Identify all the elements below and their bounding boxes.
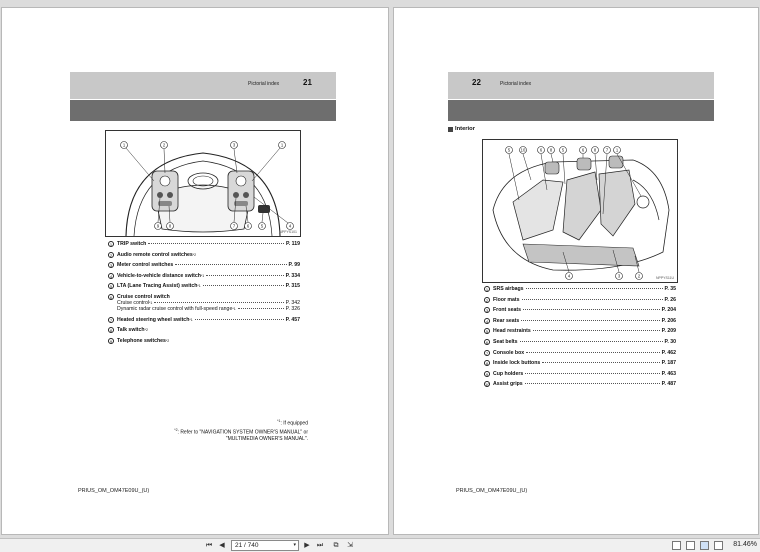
leader-dots	[533, 330, 660, 331]
leader-dots	[521, 320, 659, 321]
manual-page-left	[2, 8, 388, 534]
svg-text:9: 9	[156, 223, 160, 229]
list-item	[484, 328, 676, 334]
item-number: 4	[485, 318, 489, 324]
item-page-ref: P. 204	[661, 307, 676, 314]
svg-text:6: 6	[246, 223, 250, 229]
footnote-text: : Refer to "NAVIGATION SYSTEM OWNER'S MANUAL" or	[177, 429, 308, 436]
footnote-ref: *1	[200, 273, 205, 278]
section-title	[448, 126, 475, 132]
figure-code: NPPYS11U	[655, 276, 674, 280]
svg-text:5: 5	[507, 147, 511, 153]
item-label: TRIP switch	[117, 241, 147, 247]
section-band	[70, 100, 336, 121]
next-page-icon[interactable]: ▶	[304, 542, 310, 549]
item-page-ref: P. 119	[285, 241, 300, 247]
list-item	[484, 381, 676, 387]
svg-text:10: 10	[520, 147, 526, 153]
footnote-2	[120, 427, 308, 436]
item-label: Inside lock buttons	[493, 360, 541, 367]
list-item	[108, 273, 300, 279]
svg-text:3: 3	[617, 273, 621, 279]
leader-dots	[175, 264, 286, 265]
item-page-ref: P. 35	[664, 286, 676, 292]
svg-text:2: 2	[162, 142, 166, 148]
svg-text:7: 7	[605, 147, 609, 153]
item-label: Cup holders	[493, 370, 524, 377]
item-page-ref: P. 30	[664, 338, 676, 345]
item-page-ref: P. 463	[661, 370, 676, 377]
item-label: Talk switch	[117, 327, 145, 334]
single-page-view-icon[interactable]	[672, 541, 681, 550]
list-item	[108, 317, 300, 323]
svg-text:5: 5	[260, 223, 264, 229]
footnote-text: : If equipped	[280, 420, 308, 427]
section-band	[448, 100, 714, 121]
section-square-icon	[448, 127, 453, 132]
leader-dots	[206, 275, 283, 276]
svg-text:5: 5	[561, 147, 565, 153]
list-item	[484, 297, 676, 303]
item-number: 8	[109, 328, 113, 334]
leader-dots	[526, 352, 660, 353]
item-number: 3	[485, 308, 489, 314]
leader-dots	[520, 341, 663, 342]
page-number: 22	[472, 78, 481, 87]
leader-dots	[542, 362, 659, 363]
footnote-ref: *1	[197, 284, 201, 289]
item-number: 5	[109, 284, 113, 290]
item-number: 7	[485, 350, 489, 356]
steering-wheel-figure	[105, 130, 301, 237]
item-number: 9	[109, 338, 113, 344]
item-label: Heated steering wheel switch	[117, 316, 190, 323]
item-label: Console box	[493, 349, 525, 356]
leader-dots	[525, 383, 660, 384]
item-label: Cruise control switch	[117, 293, 170, 300]
item-label: Audio remote control switches	[117, 251, 193, 258]
list-item	[108, 262, 300, 268]
item-number: 1	[485, 287, 489, 292]
page-number-input[interactable]	[231, 540, 299, 551]
item-number: 6	[485, 339, 489, 345]
svg-text:8: 8	[593, 147, 597, 153]
item-number: 10	[485, 382, 490, 388]
item-number: 9	[485, 371, 489, 377]
svg-text:7: 7	[232, 223, 236, 229]
item-label: Meter control switches	[117, 262, 174, 269]
zoom-level[interactable]: 81.46%	[733, 541, 757, 548]
item-list	[484, 286, 676, 392]
footnote-mark: *2	[174, 428, 178, 433]
item-label: Assist grips	[493, 381, 523, 388]
section-title-text: Interior	[455, 126, 475, 132]
svg-text:1: 1	[280, 142, 284, 148]
svg-text:2: 2	[637, 273, 641, 279]
footnote-ref: *2	[192, 252, 197, 257]
interior-figure	[482, 139, 678, 283]
sub-item-label: Dynamic radar cruise control with full-speed range	[117, 305, 233, 312]
svg-text:1: 1	[615, 147, 619, 153]
two-page-continuous-view-icon[interactable]	[714, 541, 723, 550]
continuous-view-icon[interactable]	[686, 541, 695, 550]
item-label: Front seats	[493, 307, 521, 314]
list-item	[108, 294, 300, 312]
item-label: SRS airbags	[493, 286, 524, 292]
svg-text:8: 8	[549, 147, 553, 153]
last-page-icon[interactable]: ⏭	[316, 542, 324, 549]
item-list	[108, 241, 300, 348]
header-title: Pictorial index	[500, 81, 532, 87]
leader-dots	[526, 288, 663, 289]
svg-text:1: 1	[122, 142, 126, 148]
viewer-toolbar	[0, 538, 760, 552]
footnotes	[120, 418, 308, 443]
svg-text:6: 6	[581, 147, 585, 153]
item-page-ref: P. 99	[288, 262, 300, 269]
footnote-text: "MULTIMEDIA OWNER'S MANUAL".	[225, 436, 308, 443]
list-item	[484, 360, 676, 366]
footnote-ref: *1	[149, 300, 153, 305]
leader-dots	[525, 373, 659, 374]
list-item	[484, 286, 676, 292]
footnote-1	[120, 418, 308, 427]
list-item	[484, 318, 676, 324]
leader-dots	[523, 309, 660, 310]
item-page-ref: P. 457	[285, 316, 300, 323]
item-page-ref: P. 206	[661, 317, 676, 324]
list-item	[484, 307, 676, 313]
item-label: Floor mats	[493, 296, 520, 303]
footnote-ref: *2	[144, 328, 148, 333]
footnote-ref: *2	[165, 338, 170, 343]
item-number: 6	[109, 294, 113, 300]
leader-dots	[154, 302, 283, 303]
leader-dots	[148, 243, 284, 244]
footnote-ref: *1	[232, 306, 236, 311]
item-page-ref: P. 462	[661, 349, 676, 356]
item-number: 2	[485, 297, 489, 303]
svg-text:4: 4	[288, 223, 292, 229]
svg-text:6: 6	[539, 147, 543, 153]
item-number: 3	[109, 263, 113, 269]
item-number: 1	[109, 242, 113, 247]
list-item	[108, 241, 300, 247]
footnote-ref: *1	[189, 317, 193, 322]
list-item	[108, 338, 300, 344]
item-label: Rear seats	[493, 317, 520, 324]
footnote-mark: *1	[277, 419, 281, 423]
svg-text:4: 4	[567, 273, 571, 279]
page-indicator: 21 / 740	[235, 542, 259, 549]
leader-dots	[195, 319, 284, 320]
item-label: LTA (Lane Tracing Assist) switch	[117, 283, 198, 290]
header-title: Pictorial index	[248, 81, 280, 87]
page-footer: PRIUS_OM_OM47E09U_(U)	[456, 488, 528, 494]
leader-dots	[238, 308, 284, 309]
svg-text:8: 8	[168, 223, 172, 229]
item-label: Telephone switches	[117, 337, 166, 344]
list-item	[108, 283, 300, 289]
list-item	[484, 350, 676, 356]
list-item	[484, 339, 676, 345]
item-page-ref: P. 209	[661, 328, 676, 335]
item-page-ref: P. 315	[285, 283, 300, 290]
copy-icon[interactable]: ⧉	[333, 542, 339, 549]
list-item	[108, 252, 300, 258]
sub-item-label: Cruise control	[117, 299, 150, 306]
list-item	[484, 371, 676, 377]
sub-item-page-ref: P. 342	[285, 299, 300, 306]
page-footer: PRIUS_OM_OM47E09U_(U)	[78, 488, 150, 494]
item-number: 2	[109, 252, 113, 258]
item-number: 8	[485, 361, 489, 367]
list-item	[108, 327, 300, 333]
item-page-ref: P. 187	[661, 360, 676, 367]
chevron-down-icon[interactable]: ▾	[293, 542, 296, 548]
item-page-ref: P. 334	[285, 272, 300, 279]
page-header-bar	[448, 72, 714, 99]
previous-page-icon[interactable]: ◀	[219, 542, 225, 549]
sub-item-page-ref: P. 326	[285, 305, 300, 312]
item-number: 5	[485, 329, 489, 335]
first-page-icon[interactable]: ⏮	[205, 542, 213, 549]
figure-code: NPPYS101	[279, 230, 297, 234]
item-page-ref: P. 487	[661, 381, 676, 388]
item-label: Head restraints	[493, 328, 531, 335]
leader-dots	[522, 299, 663, 300]
leader-dots	[203, 285, 284, 286]
page-number: 21	[303, 78, 312, 87]
manual-page-right	[394, 8, 758, 534]
item-page-ref: P. 26	[664, 296, 676, 303]
item-number: 7	[109, 317, 113, 323]
page-header-bar	[70, 72, 336, 99]
item-label: Seat belts	[493, 338, 518, 345]
steering-wheel-illustration	[106, 131, 300, 236]
two-page-view-icon[interactable]	[700, 541, 709, 550]
svg-text:3: 3	[232, 142, 236, 148]
car-interior-illustration	[483, 140, 677, 282]
item-label: Vehicle-to-vehicle distance switch	[117, 272, 201, 279]
export-icon[interactable]: ⇲	[347, 542, 353, 549]
item-number: 4	[109, 273, 113, 279]
